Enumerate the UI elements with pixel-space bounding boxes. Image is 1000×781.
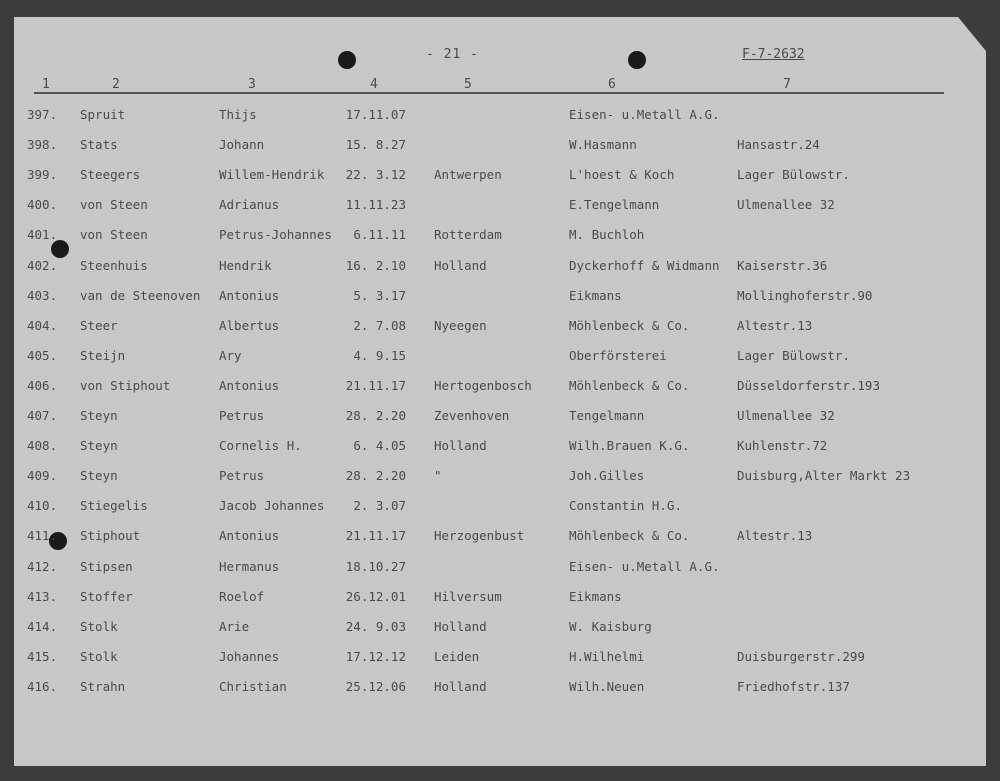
given-name: Willem-Hendrik — [219, 167, 325, 183]
address: Altestr.13 — [737, 528, 813, 544]
table-row — [14, 227, 986, 249]
column-number: 6 — [608, 77, 616, 92]
entry-number: 410. — [27, 498, 58, 514]
employer: Constantin H.G. — [569, 498, 682, 514]
given-name: Albertus — [219, 317, 280, 333]
employer: H.Wilhelmi — [569, 648, 645, 664]
employer: W.Hasmann — [569, 137, 637, 153]
address: Mollinghoferstr.90 — [737, 287, 873, 303]
address: Ulmenallee 32 — [737, 197, 835, 213]
birth-date: 28. 2.20 — [345, 468, 406, 484]
document-sheet — [14, 17, 986, 766]
surname: Stiphout — [80, 528, 141, 544]
address: Ulmenallee 32 — [737, 408, 835, 423]
surname: von Stiphout — [80, 377, 171, 393]
employer: Möhlenbeck & Co. — [569, 528, 690, 544]
header-rule — [34, 92, 944, 94]
entry-number: 405. — [27, 347, 58, 363]
address: Düsseldorferstr.193 — [737, 377, 880, 393]
birth-date: 17.12.12 — [345, 648, 406, 664]
given-name: Antonius — [219, 287, 280, 303]
table-row — [14, 498, 986, 520]
surname: von Steen — [80, 197, 148, 213]
entry-number: 397. — [27, 107, 58, 122]
folded-corner — [958, 17, 986, 51]
surname: Stats — [80, 137, 118, 153]
address: Friedhofstr.137 — [737, 678, 850, 694]
employer: Tengelmann — [569, 408, 645, 423]
table-row — [14, 528, 986, 550]
address: Lager Bülowstr. — [737, 167, 850, 183]
surname: Spruit — [80, 107, 126, 122]
birthplace: Holland — [434, 257, 487, 273]
employer: M. Buchloh — [569, 227, 645, 243]
surname: von Steen — [80, 227, 148, 243]
given-name: Christian — [219, 678, 287, 694]
birth-date: 28. 2.20 — [345, 408, 406, 423]
table-row — [14, 167, 986, 189]
birth-date: 22. 3.12 — [345, 167, 406, 183]
column-number: 4 — [370, 77, 378, 92]
surname: Stiegelis — [80, 498, 148, 514]
surname: Steyn — [80, 438, 118, 454]
birthplace: Rotterdam — [434, 227, 502, 243]
birth-date: 21.11.17 — [345, 377, 406, 393]
given-name: Thijs — [219, 107, 257, 122]
given-name: Petrus — [219, 408, 265, 423]
birth-date: 15. 8.27 — [345, 137, 406, 153]
given-name: Roelof — [219, 588, 265, 604]
table-row — [14, 408, 986, 430]
surname: Steyn — [80, 408, 118, 423]
employer: Wilh.Neuen — [569, 678, 645, 694]
surname: Steyn — [80, 468, 118, 484]
given-name: Johann — [219, 137, 265, 153]
surname: Stolk — [80, 618, 118, 634]
birth-date: 4. 9.15 — [353, 347, 406, 363]
surname: Steenhuis — [80, 257, 148, 273]
birthplace: Nyeegen — [434, 317, 487, 333]
surname: Stolk — [80, 648, 118, 664]
document-reference: F-7-2632 — [742, 47, 805, 62]
table-row — [14, 378, 986, 400]
entry-number: 415. — [27, 648, 58, 664]
table-row — [14, 107, 986, 129]
given-name: Petrus — [219, 468, 265, 484]
address: Duisburg,Alter Markt 23 — [737, 468, 911, 484]
birthplace: Antwerpen — [434, 167, 502, 183]
employer: Eikmans — [569, 588, 622, 604]
address: Hansastr.24 — [737, 137, 820, 153]
birth-date: 16. 2.10 — [345, 257, 406, 273]
employer: Joh.Gilles — [569, 468, 645, 484]
birth-date: 25.12.06 — [345, 678, 406, 694]
given-name: Adrianus — [219, 197, 280, 213]
table-row — [14, 197, 986, 219]
birthplace: Holland — [434, 618, 487, 634]
punch-hole — [628, 51, 646, 69]
address: Kaiserstr.36 — [737, 257, 828, 273]
table-row — [14, 559, 986, 581]
birth-date: 6.11.11 — [353, 227, 406, 243]
surname: Stoffer — [80, 588, 133, 604]
surname: Steegers — [80, 167, 141, 183]
column-number: 7 — [783, 77, 791, 92]
entry-number: 411. — [27, 528, 58, 544]
employer: Oberförsterei — [569, 347, 667, 363]
page-number: - 21 - — [426, 47, 479, 62]
employer: Möhlenbeck & Co. — [569, 317, 690, 333]
column-number: 5 — [464, 77, 472, 92]
table-row — [14, 137, 986, 159]
birthplace: Holland — [434, 438, 487, 454]
column-number: 3 — [248, 77, 256, 92]
birthplace: Herzogenbust — [434, 528, 525, 544]
column-number: 2 — [112, 77, 120, 92]
employer: L'hoest & Koch — [569, 167, 675, 183]
birth-date: 26.12.01 — [345, 588, 406, 604]
address: Kuhlenstr.72 — [737, 438, 828, 454]
employer: Eisen- u.Metall A.G. — [569, 558, 720, 574]
address: Altestr.13 — [737, 317, 813, 333]
entry-number: 401. — [27, 227, 58, 243]
entry-number: 399. — [27, 167, 58, 183]
birth-date: 6. 4.05 — [353, 438, 406, 454]
entry-number: 404. — [27, 317, 58, 333]
given-name: Hendrik — [219, 257, 272, 273]
entry-number: 412. — [27, 558, 58, 574]
surname: Strahn — [80, 678, 126, 694]
birthplace: Holland — [434, 678, 487, 694]
employer: E.Tengelmann — [569, 197, 660, 213]
table-row — [14, 258, 986, 280]
surname: Steijn — [80, 347, 126, 363]
table-row — [14, 348, 986, 370]
birth-date: 21.11.17 — [345, 528, 406, 544]
birthplace: " — [434, 468, 442, 484]
surname: van de Steenoven — [80, 287, 201, 303]
entry-number: 407. — [27, 408, 58, 423]
entry-number: 398. — [27, 137, 58, 153]
employer: W. Kaisburg — [569, 618, 652, 634]
surname: Stipsen — [80, 558, 133, 574]
punch-hole — [338, 51, 356, 69]
given-name: Arie — [219, 618, 250, 634]
surname: Steer — [80, 317, 118, 333]
employer: Möhlenbeck & Co. — [569, 377, 690, 393]
address: Lager Bülowstr. — [737, 347, 850, 363]
entry-number: 400. — [27, 197, 58, 213]
birth-date: 17.11.07 — [345, 107, 406, 122]
birth-date: 18.10.27 — [345, 558, 406, 574]
entry-number: 413. — [27, 588, 58, 604]
given-name: Petrus-Johannes — [219, 227, 332, 243]
table-row — [14, 288, 986, 310]
table-row — [14, 438, 986, 460]
birth-date: 2. 7.08 — [353, 317, 406, 333]
entry-number: 408. — [27, 438, 58, 454]
employer: Eikmans — [569, 287, 622, 303]
given-name: Cornelis H. — [219, 438, 302, 454]
given-name: Antonius — [219, 528, 280, 544]
birthplace: Leiden — [434, 648, 480, 664]
table-row — [14, 649, 986, 671]
given-name: Hermanus — [219, 558, 280, 574]
entry-number: 414. — [27, 618, 58, 634]
employer: Eisen- u.Metall A.G. — [569, 107, 720, 122]
given-name: Jacob Johannes — [219, 498, 325, 514]
birth-date: 2. 3.07 — [353, 498, 406, 514]
entry-number: 403. — [27, 287, 58, 303]
entry-number: 406. — [27, 377, 58, 393]
column-number: 1 — [42, 77, 50, 92]
table-row — [14, 679, 986, 701]
given-name: Antonius — [219, 377, 280, 393]
employer: Dyckerhoff & Widmann — [569, 257, 720, 273]
address: Duisburgerstr.299 — [737, 648, 865, 664]
table-row — [14, 589, 986, 611]
table-row — [14, 318, 986, 340]
entry-number: 409. — [27, 468, 58, 484]
table-row — [14, 619, 986, 641]
birthplace: Hilversum — [434, 588, 502, 604]
given-name: Johannes — [219, 648, 280, 664]
birth-date: 24. 9.03 — [345, 618, 406, 634]
employer: Wilh.Brauen K.G. — [569, 438, 690, 454]
birth-date: 11.11.23 — [345, 197, 406, 213]
entry-number: 402. — [27, 257, 58, 273]
birthplace: Hertogenbosch — [434, 377, 532, 393]
entry-number: 416. — [27, 678, 58, 694]
table-row — [14, 468, 986, 490]
birthplace: Zevenhoven — [434, 408, 510, 423]
birth-date: 5. 3.17 — [353, 287, 406, 303]
given-name: Ary — [219, 347, 242, 363]
